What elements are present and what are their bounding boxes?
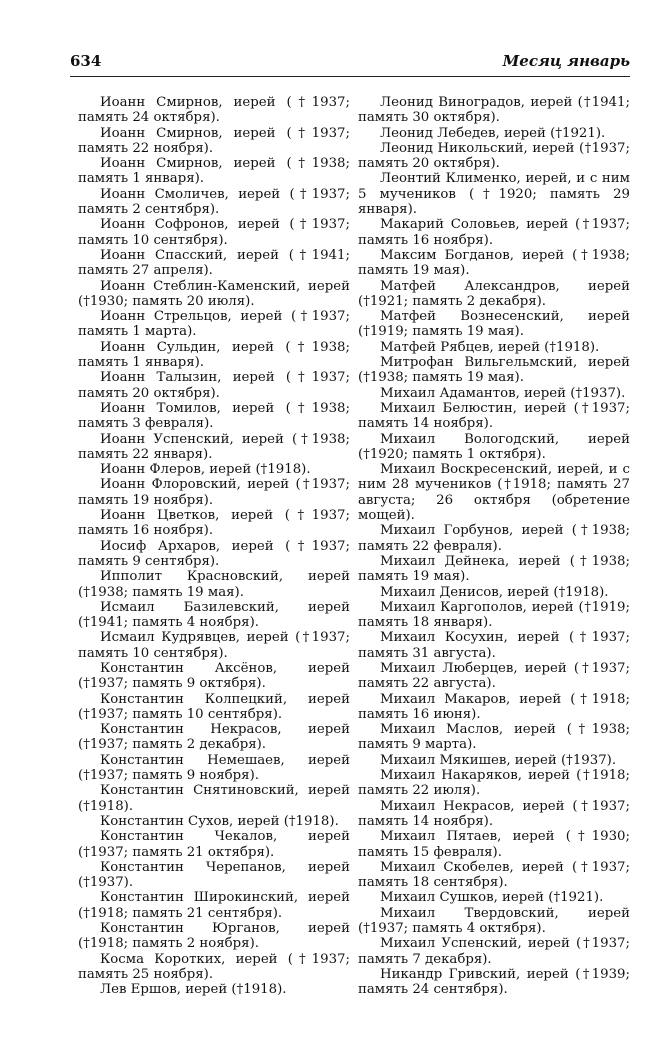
list-item: Константин Черепанов, иерей (†1937). [78,859,350,891]
list-item: Иоанн Смирнов, иерей (†1937; память 24 октября). [78,95,350,126]
list-item: Иоанн Флеров, иерей (†1918). [100,462,311,478]
list-item: Леонид Лебедев, иерей (†1921). [380,125,606,141]
list-item: Исмаил Базилевский, иерей (†1941; память 4 ноября). [78,599,350,631]
list-item: Иоанн Флоровский, иерей (†1937; память 19 ноября). [78,477,350,508]
list-item: Константин Сухов, иерей (†1918). [100,813,339,829]
list-item: Константин Некрасов, иерей (†1937; память 2 декабря). [78,722,350,753]
left-column [78,95,350,998]
list-item: Иоанн Смоличев, иерей (†1937; память 2 сентября). [78,186,350,218]
list-item: Михаил Дейнека, иерей (†1938; память 19 мая). [358,553,630,585]
list-item: Михаил Некрасов, иерей (†1937; память 14 ноября). [358,798,630,829]
list-item: Иоанн Талызин, иерей (†1937; память 20 октября). [78,370,350,401]
list-item: Константин Чекалов, иерей (†1937; память 21 октября). [78,829,350,860]
list-item: Михаил Вологодский, иерей (†1920; память 1 октября). [358,431,630,462]
list-item: Матфей Александров, иерей (†1921; память 2 декабря). [358,278,630,309]
list-item: Лев Ершов, иерей (†1918). [100,982,287,998]
list-item: Иоанн Софронов, иерей (†1937; память 10 сентября). [78,217,350,248]
list-item: Ипполит Красновский, иерей (†1938; память 19 мая). [78,569,350,600]
list-item: Михаил Скобелев, иерей (†1937; память 18 сентября). [358,859,630,891]
list-item: Иоанн Смирнов, иерей (†1937; память 22 ноября). [78,125,350,156]
list-item: Иоанн Цветков, иерей (†1937; память 16 ноября). [78,508,350,539]
list-item: Иоанн Томилов, иерей (†1938; память 3 февраля). [78,400,350,432]
list-item: Иоанн Смирнов, иерей (†1938; память 1 января). [78,156,350,187]
list-item: Михаил Денисов, иерей (†1918). [380,584,609,600]
list-item: Михаил Маслов, иерей (†1938; память 9 марта). [358,722,630,753]
list-item: Исмаил Кудрявцев, иерей (†1937; память 10 сентября). [78,630,350,661]
list-item: Михаил Белюстин, иерей (†1937; память 14 ноября). [358,400,630,432]
list-item: Михаил Мякишев, иерей (†1937). [380,752,617,768]
list-item: Михаил Люберцев, иерей (†1937; память 22 августа). [358,660,630,692]
list-item: Никандр Гривский, иерей (†1939; память 24 сентября). [358,966,630,998]
list-item: Константин Снятиновский, иерей (†1918). [78,783,350,814]
list-item: Михаил Успенский, иерей (†1937; память 7 декабря). [358,936,630,967]
list-item: Константин Юрганов, иерей (†1918; память 2 ноября). [78,921,350,952]
list-item: Иосиф Архаров, иерей (†1937; память 9 сентября). [78,538,350,569]
header-rule [70,76,630,77]
list-item: Константин Широкинский, иерей (†1918; память 21 сентября). [78,890,350,921]
list-item: Иоанн Сульдин, иерей (†1938; память 1 января). [78,339,350,371]
list-item: Константин Немешаев, иерей (†1937; память 9 ноября). [78,752,350,784]
list-item: Макарий Соловьев, иерей (†1937; память 16 ноября). [358,217,630,248]
list-item: Михаил Макаров, иерей (†1918; память 16 июня). [358,691,630,722]
list-item: Михаил Твердовский, иерей (†1937; память 4 октября). [358,905,630,937]
list-item: Иоанн Успенский, иерей (†1938; память 22 января). [78,431,350,462]
list-item: Михаил Пятаев, иерей (†1930; память 15 февраля). [358,829,630,860]
page-header [70,52,630,74]
list-item: Леонид Виноградов, иерей (†1941; память 30 октября). [358,95,630,126]
list-item: Иоанн Стеблин-Каменский, иерей (†1930; память 20 июля). [78,278,350,309]
list-item: Михаил Косухин, иерей (†1937; память 31 августа). [358,630,630,661]
list-item: Михаил Адамантов, иерей (†1937). [380,385,626,401]
list-item: Михаил Сушков, иерей (†1921). [380,890,604,906]
list-item: Леонтий Клименко, иерей, и с ним 5 мучеников (†1920; память 29 января). [358,171,630,218]
list-item: Иоанн Спасский, иерей (†1941; память 27 апреля). [78,247,350,279]
right-column [358,95,630,998]
page-number: 634 [70,52,102,70]
list-item: Матфей Рябцев, иерей (†1918). [380,339,600,355]
list-item: Михаил Каргополов, иерей (†1919; память 18 января). [358,599,630,631]
list-item: Максим Богданов, иерей (†1938; память 19 мая). [358,247,630,279]
running-title: Месяц январь [502,52,630,70]
list-item: Михаил Накаряков, иерей (†1918; память 22 июля). [358,768,630,799]
list-item: Михаил Горбунов, иерей (†1938; память 22 февраля). [358,523,630,554]
list-item: Константин Аксёнов, иерей (†1937; память 9 октября). [78,660,350,692]
list-item: Иоанн Стрельцов, иерей (†1937; память 1 марта). [78,309,350,340]
list-item: Матфей Вознесенский, иерей (†1919; память 19 мая). [358,309,630,340]
list-item: Леонид Никольский, иерей (†1937; память 20 октября). [358,140,630,172]
list-item: Константин Колпецкий, иерей (†1937; память 10 сентября). [78,691,350,722]
list-item: Митрофан Вильгельмский, иерей (†1938; память 19 мая). [358,355,630,386]
list-item: Косма Коротких, иерей (†1937; память 25 ноября). [78,951,350,982]
list-item: Михаил Воскресенский, иерей, и с ним 28 мучеников (†1918; память 27 августа; 26 октября (обретение мощей). [358,462,630,524]
